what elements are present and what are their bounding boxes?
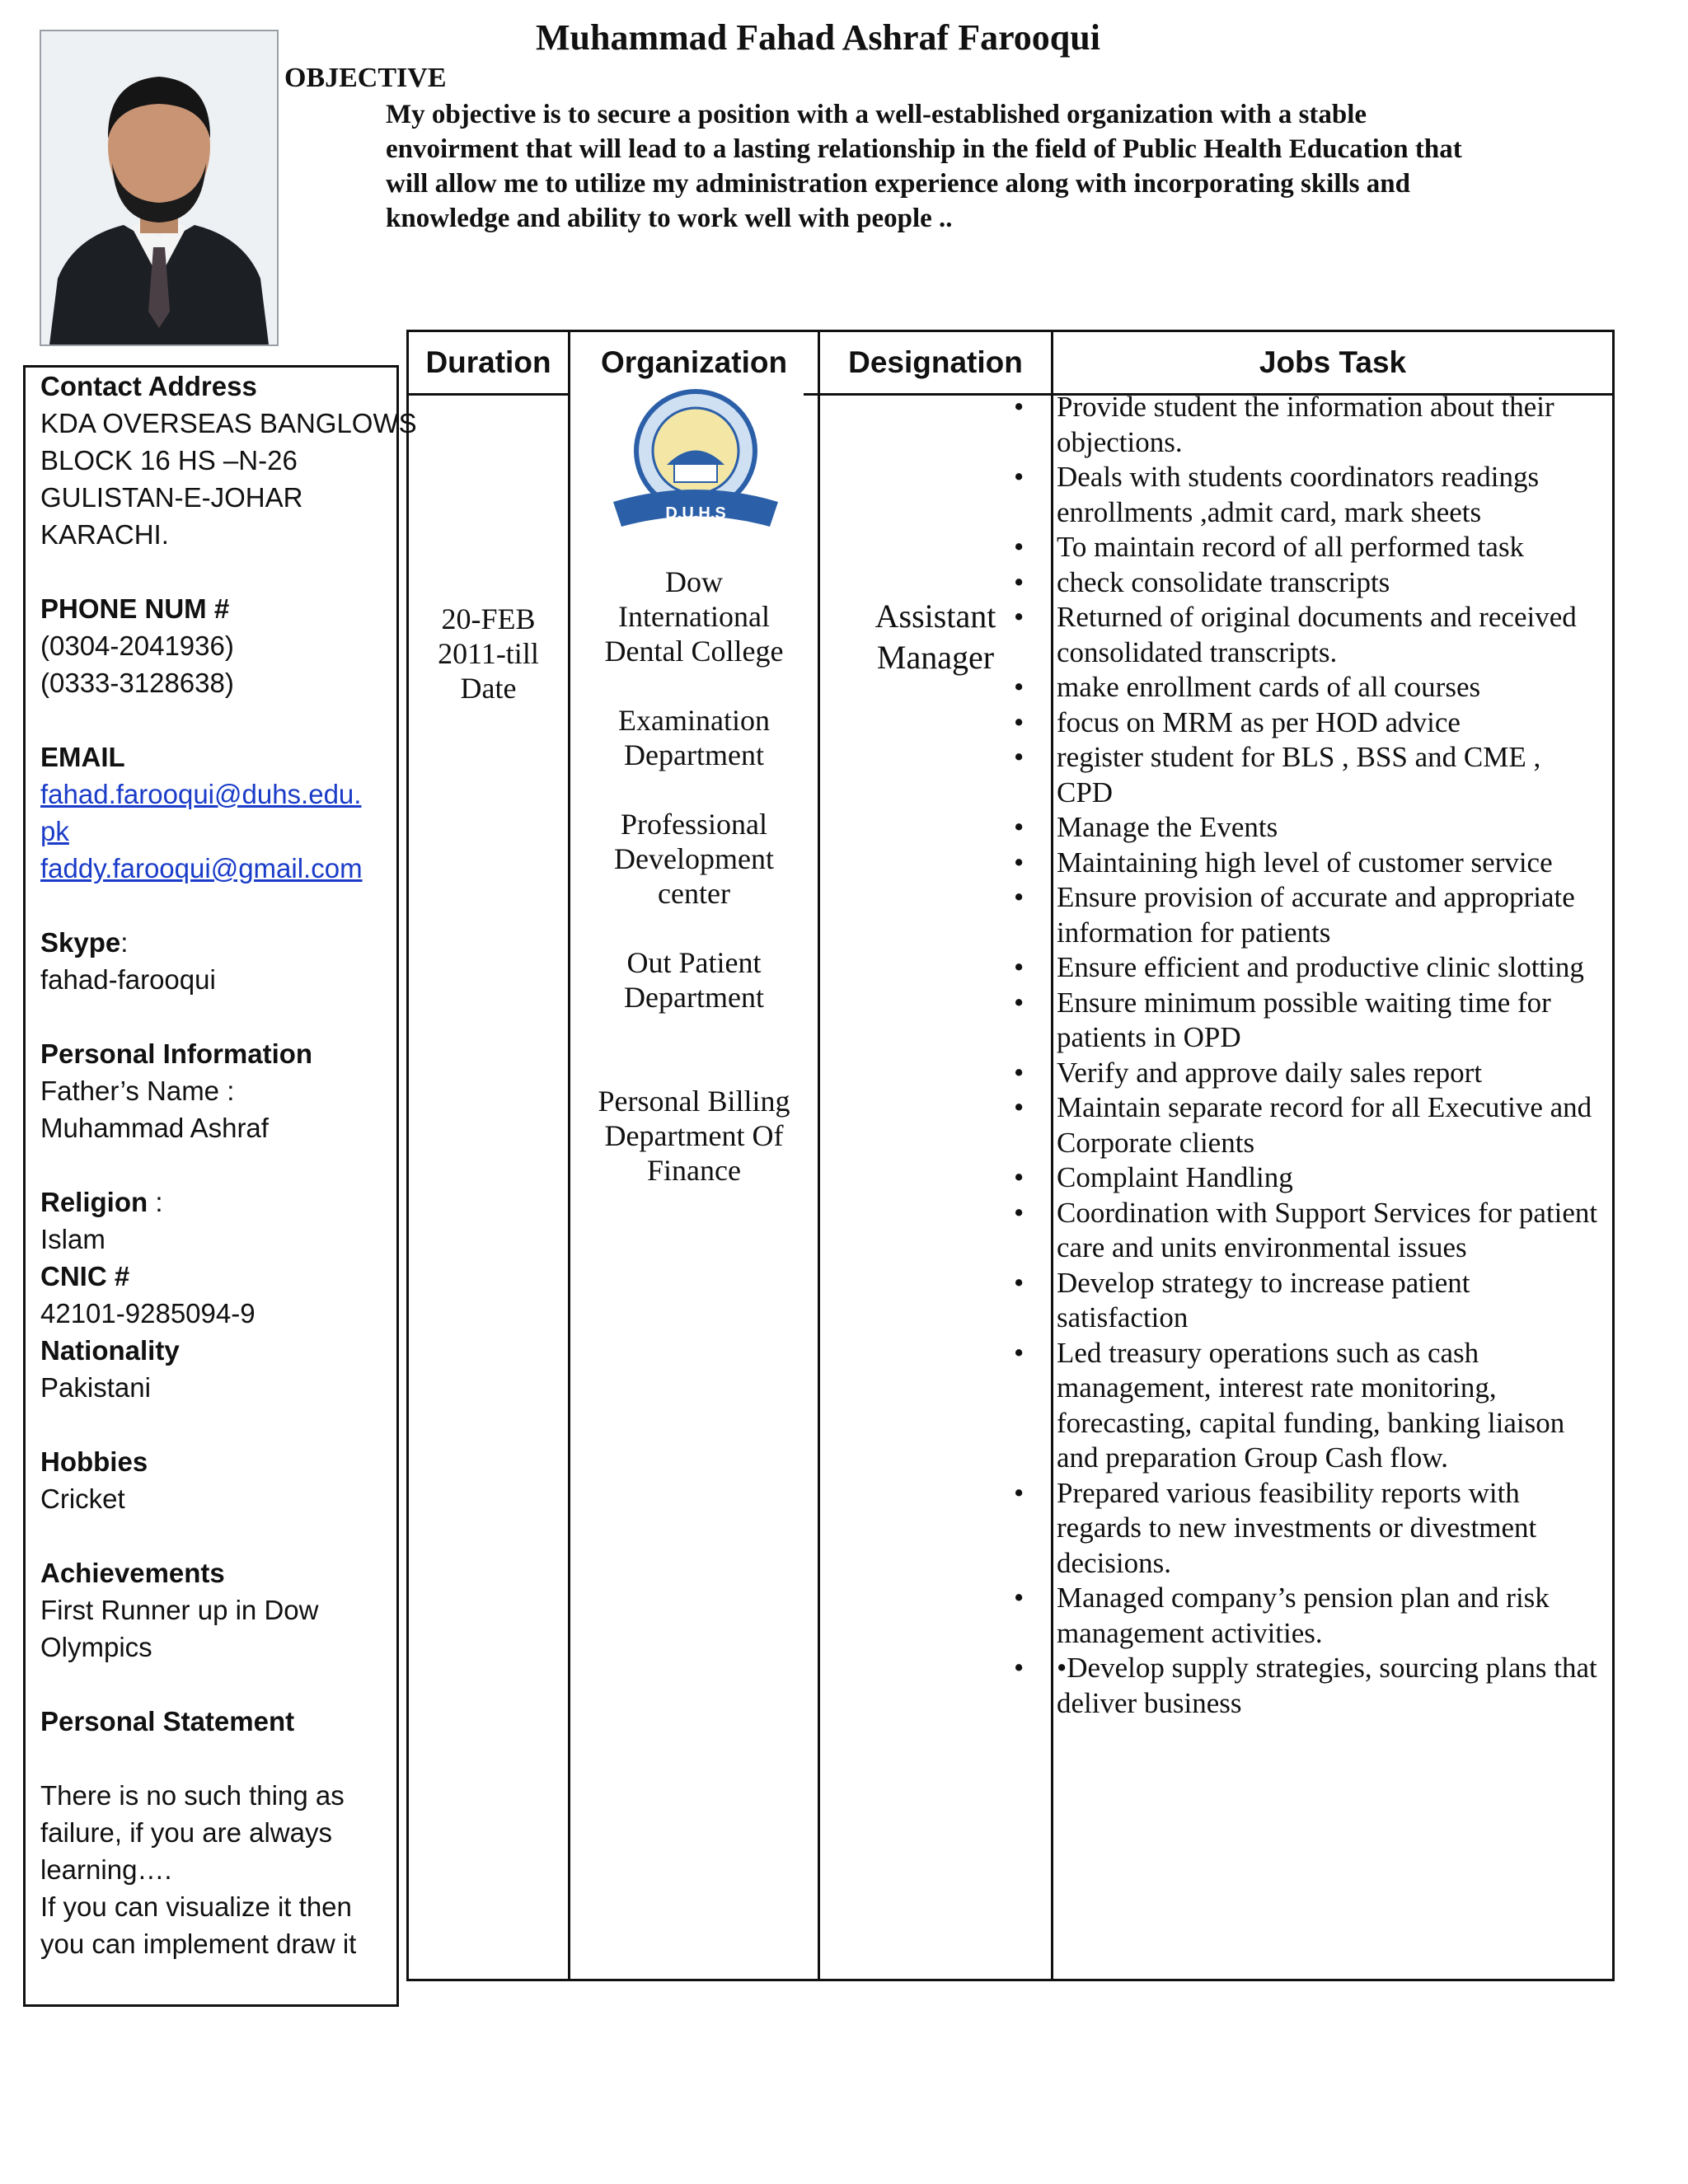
nationality-value: Pakistani: [40, 1372, 151, 1403]
organization-line: Department: [624, 738, 764, 771]
contact-heading: Contact Address: [40, 371, 257, 401]
task-item: • Led treasury operations such as cash management, interest rate monitoring, forecasting, capital funding, banking liaison and preparation Group Cash flow.: [991, 1336, 1601, 1476]
column-header-organization: Organization: [600, 345, 788, 379]
sidebar-info-box: [23, 365, 417, 2007]
hobbies-heading: Hobbies: [40, 1446, 148, 1477]
organization-line: Out Patient: [626, 946, 762, 979]
skype-value: fahad-farooqui: [40, 964, 216, 995]
task-item: • focus on MRM as per HOD advice: [991, 705, 1601, 741]
personal-info-heading: Personal Information: [40, 1038, 313, 1069]
sidebar-content: [40, 368, 417, 1962]
email-link[interactable]: pk: [40, 816, 69, 846]
person-portrait-image: [41, 31, 277, 344]
task-item: • Manage the Events: [991, 810, 1601, 846]
statement-heading: Personal Statement: [40, 1706, 295, 1736]
achievements-heading: Achievements: [40, 1558, 225, 1588]
task-item: • To maintain record of all performed task: [991, 530, 1601, 565]
nationality-heading: Nationality: [40, 1335, 180, 1366]
hobbies-value: Cricket: [40, 1483, 125, 1514]
task-item: • Verify and approve daily sales report: [991, 1056, 1601, 1091]
organization-line: center: [658, 877, 730, 910]
profile-photo: [40, 30, 279, 346]
religion-heading: Religion: [40, 1187, 148, 1217]
task-item: • Deals with students coordinators readings enrollments ,admit card, mark sheets: [991, 460, 1601, 530]
organization-line: Finance: [647, 1154, 741, 1187]
organization-line: International: [618, 600, 770, 633]
objective-text: My objective is to secure a position with a well-established organization with a stable envoirment that will lead to a lasting relationship in the field of Public Health Education that will allow me to utilize my administration experience along with incorporating skills and knowledge and ability to work well with people ..: [386, 100, 1462, 233]
organization-line: Development: [614, 842, 774, 875]
religion-colon: :: [148, 1187, 163, 1217]
email-link[interactable]: faddy.farooqui@gmail.com: [40, 853, 363, 883]
task-item: • register student for BLS , BSS and CME , CPD: [991, 740, 1601, 810]
statement-line: you can implement draw it: [40, 1929, 357, 1959]
task-item: • make enrollment cards of all courses: [991, 670, 1601, 705]
task-item: • Provide student the information about their objections.: [991, 390, 1601, 460]
task-item: • Prepared various feasibility reports with regards to new investments or divestment decisions.: [991, 1476, 1601, 1582]
address-line: BLOCK 16 HS –N-26: [40, 445, 298, 476]
organization-line: Examination: [618, 704, 770, 737]
task-item: • check consolidate transcripts: [991, 565, 1601, 601]
statement-line: learning….: [40, 1854, 172, 1885]
duration-line: Date: [460, 672, 517, 705]
organization-line: Department Of: [604, 1119, 784, 1152]
designation-line: Manager: [876, 639, 995, 676]
address-line: GULISTAN-E-JOHAR: [40, 482, 303, 513]
organization-line: Professional: [621, 808, 767, 841]
statement-line: There is no such thing as: [40, 1780, 345, 1811]
achievement-line: Olympics: [40, 1632, 152, 1662]
address-line: KDA OVERSEAS BANGLOWS: [40, 408, 417, 438]
objective-heading: OBJECTIVE: [284, 63, 447, 93]
duration-cell: [409, 602, 568, 705]
task-item: • Develop strategy to increase patient satisfaction: [991, 1266, 1601, 1336]
duration-line: 20-FEB: [441, 602, 536, 635]
religion-value: Islam: [40, 1224, 106, 1254]
column-header-jobs-task: Jobs Task: [1259, 345, 1407, 379]
cnic-heading: CNIC #: [40, 1261, 130, 1291]
task-item: • Managed company’s pension plan and risk management activities.: [991, 1581, 1601, 1651]
task-item: • Returned of original documents and received consolidated transcripts.: [991, 600, 1601, 670]
logo-text: D.U.H.S: [665, 504, 726, 523]
task-item: • Maintain separate record for all Executive and Corporate clients: [991, 1090, 1601, 1160]
task-item: • Ensure provision of accurate and appropriate information for patients: [991, 880, 1601, 950]
organization-line: Department: [624, 981, 764, 1014]
task-item: • •Develop supply strategies, sourcing plans that deliver business: [991, 1651, 1601, 1721]
organization-line: Personal Billing: [598, 1085, 790, 1118]
phone-number: (0304-2041936): [40, 630, 234, 661]
achievement-line: First Runner up in Dow: [40, 1595, 319, 1625]
column-header-duration: Duration: [425, 345, 551, 379]
task-item: • Complaint Handling: [991, 1160, 1601, 1196]
father-name-value: Muhammad Ashraf: [40, 1113, 269, 1143]
column-divider: [818, 332, 820, 1979]
cnic-value: 42101-9285094-9: [40, 1298, 256, 1329]
header-divider: [409, 393, 570, 396]
organization-line: Dental College: [604, 635, 784, 668]
duration-line: 2011-till: [438, 637, 539, 670]
statement-line: failure, if you are always: [40, 1817, 332, 1848]
organization-cell: [570, 565, 818, 1188]
job-table: [406, 330, 1615, 1981]
email-heading: EMAIL: [40, 742, 125, 772]
phone-number: (0333-3128638): [40, 668, 234, 698]
skype-colon: :: [120, 927, 129, 958]
job-task-list: [991, 390, 1601, 1721]
designation-line: Assistant: [874, 598, 996, 635]
skype-heading: Skype: [40, 927, 121, 958]
statement-line: If you can visualize it then: [40, 1891, 352, 1922]
father-name-label: Father’s Name :: [40, 1076, 235, 1106]
duhs-logo-icon: [588, 387, 803, 535]
organization-line: Dow: [665, 565, 723, 598]
task-item: • Maintaining high level of customer service: [991, 846, 1601, 881]
column-header-designation: Designation: [848, 345, 1023, 379]
task-item: • Coordination with Support Services for patient care and units environmental issues: [991, 1196, 1601, 1266]
address-line: KARACHI.: [40, 519, 169, 550]
task-item: • Ensure minimum possible waiting time for patients in OPD: [991, 986, 1601, 1056]
task-item: • Ensure efficient and productive clinic slotting: [991, 950, 1601, 986]
email-link[interactable]: fahad.farooqui@duhs.edu.: [40, 779, 362, 809]
phone-heading: PHONE NUM #: [40, 593, 230, 624]
candidate-name: Muhammad Fahad Ashraf Farooqui: [536, 17, 1100, 58]
